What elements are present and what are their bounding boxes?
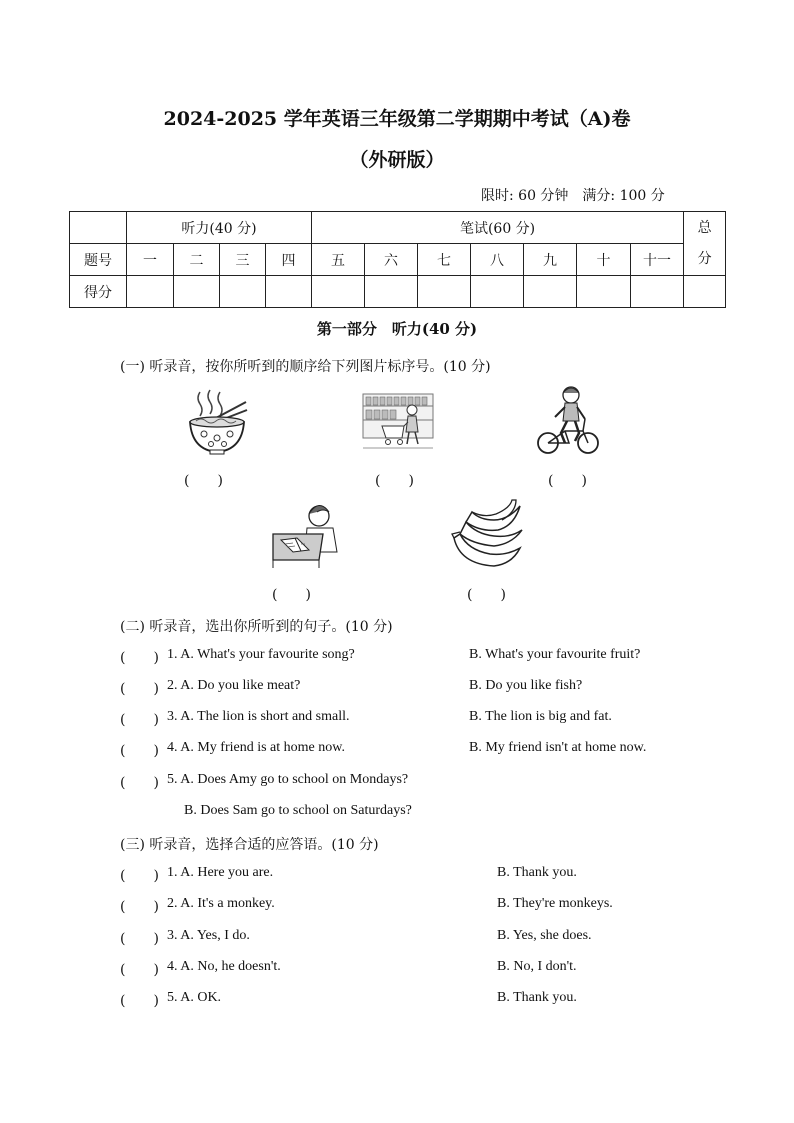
option-b: B. What's your favourite fruit? xyxy=(469,647,641,662)
exam-title: 2024-2025 学年英语三年级第二学期期中考试（A)卷 xyxy=(163,108,631,130)
section-one-instruction: (一) 听录音，按你所听到的顺序给下列图片标序号。(10 分) xyxy=(120,359,491,375)
answer-blank[interactable]: ( ) xyxy=(120,712,159,728)
option-b: B. Does Sam go to school on Saturdays? xyxy=(184,803,412,818)
question-number-cell: 二 xyxy=(174,244,220,276)
answer-blank[interactable]: ( ) xyxy=(184,473,223,489)
section-three-instruction: (三) 听录音，选择合适的应答语。(10 分) xyxy=(120,837,379,853)
option-b: B. My friend isn't at home now. xyxy=(469,740,647,755)
option-a: 1. A. What's your favourite song? xyxy=(167,647,355,662)
score-cell[interactable] xyxy=(631,276,684,308)
answer-blank[interactable]: ( ) xyxy=(120,743,159,759)
answer-blank[interactable]: ( ) xyxy=(120,962,159,978)
score-cell[interactable] xyxy=(266,276,312,308)
option-b: B. Thank you. xyxy=(497,865,577,880)
row-label-number: 题号 xyxy=(70,244,127,276)
question-number-cell: 八 xyxy=(471,244,524,276)
answer-blank[interactable]: ( ) xyxy=(120,775,159,791)
supermarket-shopping-picture xyxy=(362,392,434,450)
bananas-picture xyxy=(450,498,524,570)
answer-blank[interactable]: ( ) xyxy=(120,868,159,884)
boy-riding-bike-picture xyxy=(535,385,601,457)
score-cell[interactable] xyxy=(577,276,631,308)
part-one-heading: 第一部分 听力(40 分) xyxy=(316,320,478,338)
answer-blank[interactable]: ( ) xyxy=(120,993,159,1009)
score-cell[interactable] xyxy=(220,276,266,308)
question-number-cell: 六 xyxy=(365,244,418,276)
score-cell[interactable] xyxy=(312,276,365,308)
option-b: B. No, I don't. xyxy=(497,959,577,974)
question-number-cell: 十一 xyxy=(631,244,684,276)
option-a: 1. A. Here you are. xyxy=(167,865,274,880)
answer-blank[interactable]: ( ) xyxy=(120,650,159,666)
listening-header: 听力(40 分) xyxy=(127,212,312,244)
boy-reading-book-picture xyxy=(271,500,341,568)
answer-blank[interactable]: ( ) xyxy=(272,587,311,603)
option-b: B. Do you like fish? xyxy=(469,678,583,693)
option-b: B. Thank you. xyxy=(497,990,577,1005)
option-b: B. They're monkeys. xyxy=(497,896,613,911)
question-number-cell: 三 xyxy=(220,244,266,276)
answer-blank[interactable]: ( ) xyxy=(375,473,414,489)
score-cell[interactable] xyxy=(524,276,577,308)
option-a: 5. A. OK. xyxy=(167,990,222,1005)
answer-blank[interactable]: ( ) xyxy=(467,587,506,603)
score-cell[interactable] xyxy=(471,276,524,308)
question-number-cell: 五 xyxy=(312,244,365,276)
writing-header: 笔试(60 分) xyxy=(312,212,684,244)
question-number-cell: 十 xyxy=(577,244,631,276)
question-number-cell: 九 xyxy=(524,244,577,276)
answer-blank[interactable]: ( ) xyxy=(120,681,159,697)
option-a: 4. A. My friend is at home now. xyxy=(167,740,345,755)
row-label-score: 得分 xyxy=(70,276,127,308)
option-a: 3. A. The lion is short and small. xyxy=(167,709,350,724)
score-cell[interactable] xyxy=(418,276,471,308)
question-number-cell: 一 xyxy=(127,244,174,276)
option-b: B. The lion is big and fat. xyxy=(469,709,612,724)
option-a: 2. A. Do you like meat? xyxy=(167,678,301,693)
total-label: 总分 xyxy=(697,219,712,267)
option-a: 4. A. No, he doesn't. xyxy=(167,959,281,974)
question-number-cell: 四 xyxy=(266,244,312,276)
score-cell[interactable] xyxy=(127,276,174,308)
answer-blank[interactable]: ( ) xyxy=(120,899,159,915)
option-b: B. Yes, she does. xyxy=(497,928,592,943)
option-a: 2. A. It's a monkey. xyxy=(167,896,275,911)
score-cell[interactable] xyxy=(174,276,220,308)
exam-subtitle: （外研版） xyxy=(349,149,445,171)
noodles-bowl-picture xyxy=(186,388,248,456)
score-table xyxy=(69,211,726,308)
question-number-cell: 七 xyxy=(418,244,471,276)
option-a: 3. A. Yes, I do. xyxy=(167,928,250,943)
total-header xyxy=(684,212,726,276)
option-a: 5. A. Does Amy go to school on Mondays? xyxy=(167,772,409,787)
section-two-instruction: (二) 听录音，选出你所听到的句子。(10 分) xyxy=(120,619,393,635)
answer-blank[interactable]: ( ) xyxy=(120,931,159,947)
score-cell[interactable] xyxy=(684,276,726,308)
table-corner-cell xyxy=(70,212,127,244)
time-score-limits: 限时: 60 分钟 满分: 100 分 xyxy=(481,188,665,204)
answer-blank[interactable]: ( ) xyxy=(548,473,587,489)
score-cell[interactable] xyxy=(365,276,418,308)
